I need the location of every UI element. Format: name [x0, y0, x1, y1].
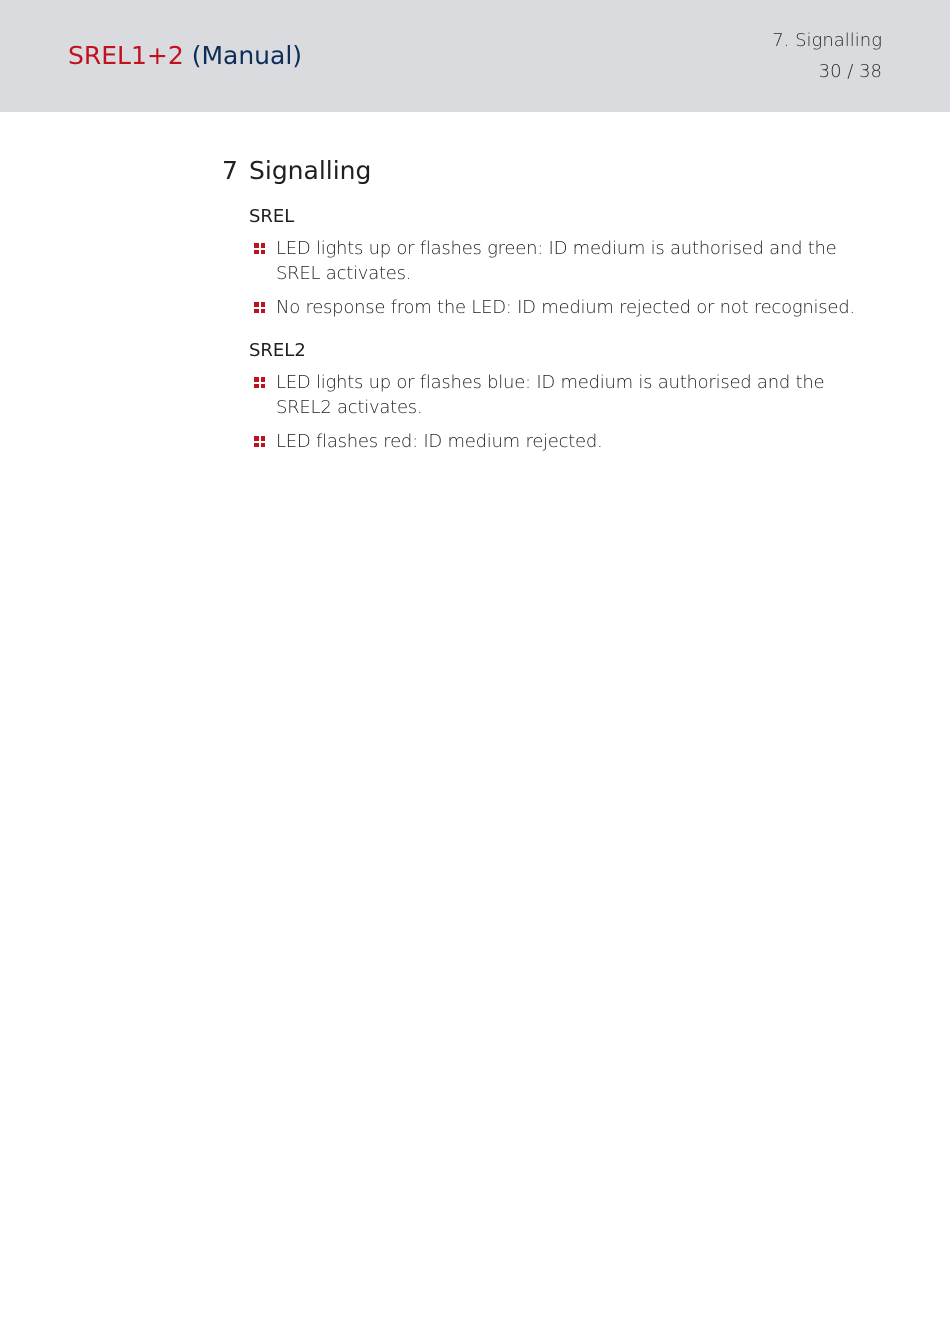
- list-item-text: No response from the LED: ID medium rejected or not recognised.: [276, 297, 855, 318]
- srel-heading: SREL: [249, 206, 295, 227]
- list-item-text: LED flashes red: ID medium rejected.: [276, 431, 603, 452]
- square-bullet-icon: [254, 377, 265, 388]
- square-bullet-icon: [254, 302, 265, 313]
- square-bullet-icon: [254, 436, 265, 447]
- srel-signal-list: [249, 236, 882, 320]
- srel-signal-group: [222, 204, 882, 320]
- list-item: [249, 429, 882, 454]
- section-heading: [222, 150, 882, 192]
- square-bullet-icon: [254, 243, 265, 254]
- list-item-text: LED lights up or flashes green: ID medium is authorised and the SREL activates.: [276, 238, 837, 284]
- srel2-signal-group: [222, 338, 882, 454]
- page-header: [0, 0, 950, 112]
- chapter-label: 7. Signalling: [772, 30, 882, 51]
- section-title: Signalling: [249, 156, 372, 185]
- document-content: [222, 150, 882, 472]
- page-number: 30 / 38: [818, 61, 882, 82]
- brand-suffix: (Manual): [191, 41, 303, 70]
- list-item: [249, 236, 882, 286]
- list-item: [249, 370, 882, 420]
- brand-product: SREL1+2: [68, 41, 184, 70]
- srel2-heading: SREL2: [249, 340, 306, 361]
- document-brand-title: [68, 38, 302, 74]
- list-item-text: LED lights up or flashes blue: ID medium is authorised and the SREL2 activates.: [276, 372, 825, 418]
- list-item: [249, 295, 882, 320]
- page-meta: [772, 25, 882, 87]
- section-number: 7: [222, 156, 238, 185]
- srel2-signal-list: [249, 370, 882, 454]
